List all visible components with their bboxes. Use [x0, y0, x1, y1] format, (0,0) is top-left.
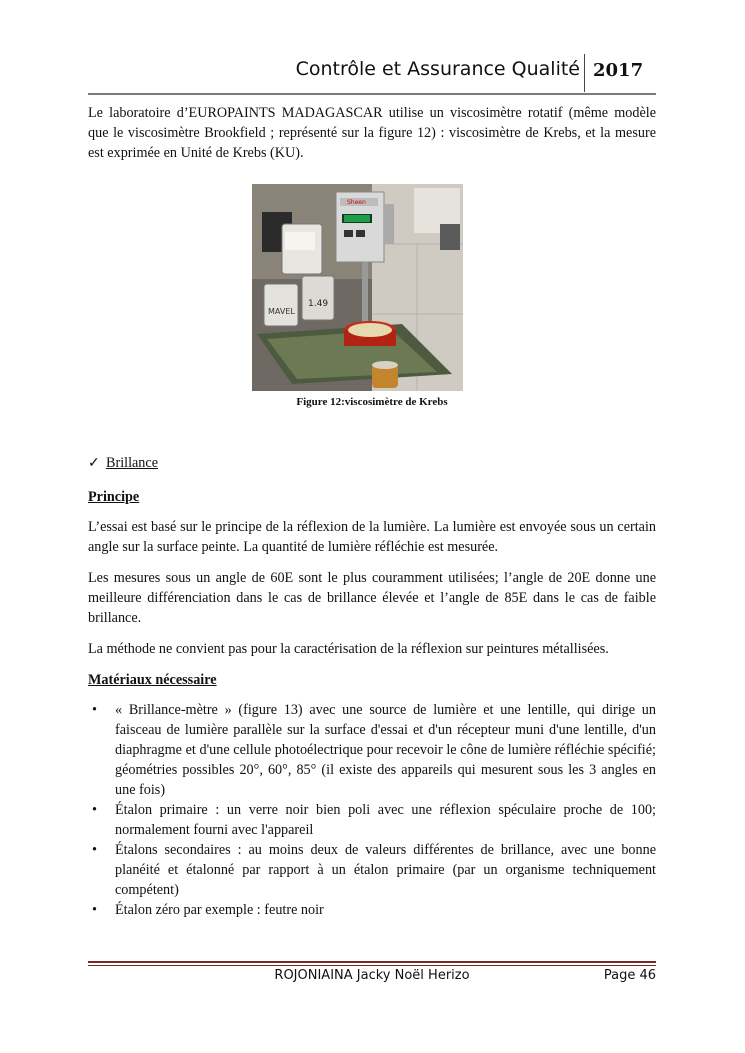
page-number: Page 46 [603, 968, 656, 983]
can-label: 1.49 [308, 299, 329, 309]
can-label-2: MAVEL [268, 307, 295, 316]
list-item-text: Étalon zéro par exemple : feutre noir [115, 902, 324, 918]
list-item-text: « Brillance-mètre » (figure 13) avec une source de lumière et une lentille, qui dirige un faisceau de lumière parallèle sur la surface d'essai et d'un récepteur muni d'une lentille, d'un diaphragme et d'une cellule photoélectrique pour recevoir le cône de lumière réfléchie spécifié; géométries possibles 20°, 60°, 85° (il existe des appareils qui mesurent sous les 3 angles en une fois) [115, 702, 656, 798]
brillance-label: Brillance [106, 455, 158, 471]
intro-block [88, 103, 656, 163]
header-title: Contrôle et Assurance Qualité [295, 58, 580, 80]
principe-paragraph: Les mesures sous un angle de 60E sont le plus couramment utilisées; l’angle de 20E donne une meilleure différenciation dans le cas de brillance élevée et l’angle de 85E dans le cas de faible brillance. [88, 570, 656, 626]
principe-heading: Principe [88, 489, 140, 505]
list-item-text: Étalon primaire : un verre noir bien poli avec une réflexion spéculaire proche de 100; normalement fourni avec l'appareil [115, 802, 656, 838]
brillance-section [88, 487, 656, 920]
device-brand-label: Sheen [347, 199, 366, 206]
krebs-viscometer-photo [252, 184, 463, 391]
bullet-icon: • [92, 842, 97, 858]
principe-paragraph: L’essai est basé sur le principe de la réflexion de la lumière. La lumière est envoyée sous un certain angle sur la surface peinte. La quantité de lumière réfléchie est mesurée. [88, 519, 656, 555]
footer-rule [88, 961, 656, 963]
checkmark-icon: ✓ [88, 455, 100, 471]
bullet-icon: • [92, 902, 97, 918]
list-item [88, 900, 656, 920]
materiaux-heading: Matériaux nécessaire [88, 672, 217, 688]
list-item [88, 800, 656, 840]
footer-author: ROJONIAINA Jacky Noël Herizo [274, 968, 470, 983]
bullet-icon: • [92, 702, 97, 718]
list-item-text: Étalons secondaires : au moins deux de valeurs différentes de brillance, avec une bonne planéité et étalonné par rapport à un étalon primaire (par un organisme techniquement compétent) [115, 842, 656, 898]
list-item [88, 700, 656, 800]
footer-rule-thin [88, 965, 656, 966]
materiaux-list [88, 700, 656, 920]
bullet-icon: • [92, 802, 97, 818]
header-rule [88, 93, 656, 95]
header-separator [584, 54, 585, 92]
list-item [88, 840, 656, 900]
header-year: 2017 [593, 60, 644, 81]
intro-paragraph: Le laboratoire d’EUROPAINTS MADAGASCAR utilise un viscosimètre rotatif (même modèle que le viscosimètre Brookfield ; représenté sur la figure 12) : viscosimètre de Krebs, et la mesure est exprimée en Unité de Krebs (KU). [88, 105, 656, 161]
brillance-item [88, 455, 158, 472]
figure-caption: Figure 12:viscosimètre de Krebs [296, 396, 448, 408]
principe-paragraph: La méthode ne convient pas pour la caractérisation de la réflexion sur peintures métallisées. [88, 641, 609, 657]
